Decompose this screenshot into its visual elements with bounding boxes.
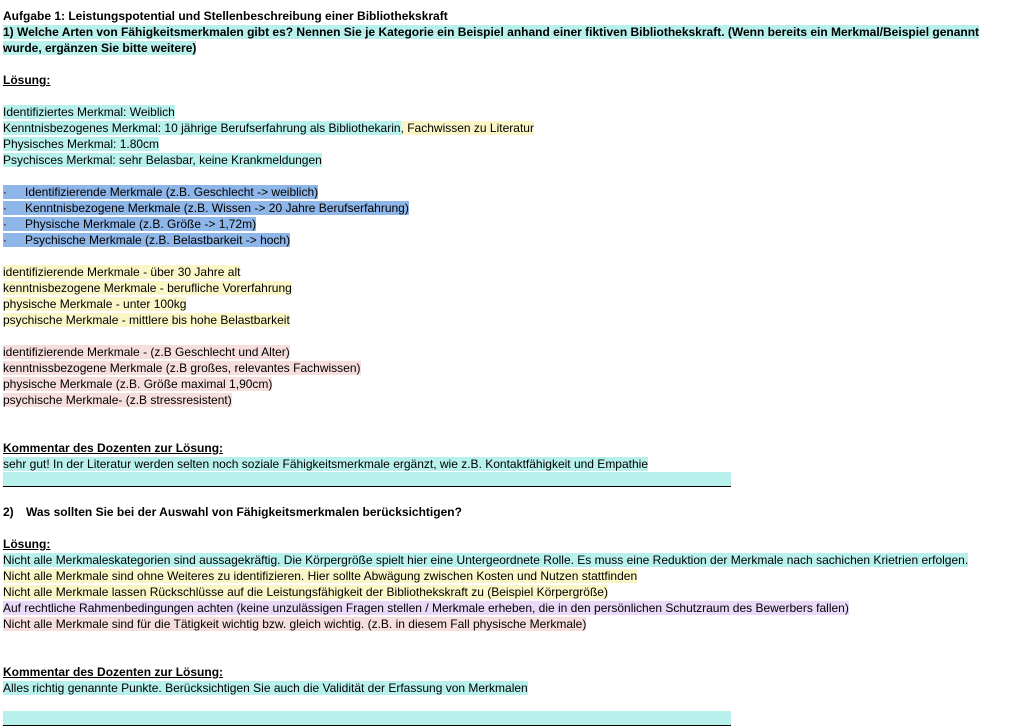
spacer: [3, 424, 1021, 440]
bullet-item: [3, 200, 1021, 216]
answer-text: Identifiziertes Merkmal: Weiblich: [3, 105, 175, 119]
answer-text: identifizierende Merkmale - (z.B Geschlecht und Alter): [3, 345, 290, 359]
spacer: [3, 488, 1021, 504]
task-title: Aufgabe 1: Leistungspotential und Stellenbeschreibung einer Bibliothekskraft: [3, 9, 448, 23]
answer-line: [3, 600, 1021, 616]
bullet-text: Psychische Merkmale (z.B. Belastbarkeit -> hoch): [25, 233, 291, 247]
bullet-text: Kenntnisbezogene Merkmale (z.B. Wissen -> 20 Jahre Berufserfahrung): [25, 201, 409, 215]
answer-text: kenntnissbezogene Merkmale (z.B großes, relevantes Fachwissen): [3, 361, 361, 375]
comment-divider: [3, 472, 731, 487]
answer-line: [3, 280, 1021, 296]
answer-line: [3, 568, 1021, 584]
spacer: [3, 408, 1021, 424]
question-2-text: Was sollten Sie bei der Auswahl von Fähigkeitsmerkmalen berücksichtigen?: [26, 505, 462, 519]
spacer: [3, 168, 1021, 184]
answer-line: [3, 152, 1021, 168]
spacer: [3, 328, 1021, 344]
answer-line: [3, 584, 1021, 600]
spacer: [3, 88, 1021, 104]
spacer: [3, 56, 1021, 72]
answer-text: physische Merkmale (z.B. Größe maximal 1,90cm): [3, 377, 273, 391]
bullet-text: Physische Merkmale (z.B. Größe -> 1,72m): [25, 217, 257, 231]
answer-line: [3, 360, 1021, 376]
answer-text: Physisches Merkmal: 1.80cm: [3, 137, 160, 151]
answer-line: [3, 264, 1021, 280]
comment-divider: [3, 711, 731, 726]
bullet-item: [3, 232, 1021, 248]
answer-line: [3, 296, 1021, 312]
answer-line: [3, 616, 1021, 632]
comment-label-2: Kommentar des Dozenten zur Lösung:: [3, 665, 224, 679]
bullet-dot-icon: ·: [3, 185, 7, 199]
bullet-dot-icon: ·: [3, 217, 7, 231]
bullet-item: [3, 184, 1021, 200]
answer-text: Kenntnisbezogenes Merkmal: 10 jährige Berufserfahrung als Bibliothekarin: [3, 121, 401, 135]
spacer: [3, 248, 1021, 264]
answer-line: [3, 312, 1021, 328]
spacer: [3, 648, 1021, 664]
answer-text: Nicht alle Merkmaleskategorien sind aussagekräftig. Die Körpergröße spielt hier eine Untergeordnete Rolle. Es muss eine Reduktion der Merkmale nach sachichen Krietrien erfolgen.: [3, 553, 969, 567]
question-2: [3, 504, 1021, 520]
answer-text: psychische Merkmale- (z.B stressresistent): [3, 393, 232, 407]
document-body: [3, 8, 1021, 696]
answer-text: Nicht alle Merkmale sind für die Tätigkeit wichtig bzw. gleich wichtig. (z.B. in diesem Fall physische Merkmale): [3, 617, 587, 631]
bullet-dot-icon: ·: [3, 201, 7, 215]
answer-line: [3, 344, 1021, 360]
answer-line: [3, 104, 1021, 120]
bullet-text: Identifizierende Merkmale (z.B. Geschlecht -> weiblich): [25, 185, 319, 199]
answer-line: [3, 376, 1021, 392]
answer-line: [3, 552, 1021, 568]
spacer: [3, 632, 1021, 648]
answer-text: Nicht alle Merkmale lassen Rückschlüsse auf die Leistungsfähigkeit der Bibliothekskraft zu (Beispiel Körpergröße): [3, 585, 608, 599]
spacer: [3, 520, 1021, 536]
comment-text: sehr gut! In der Literatur werden selten noch soziale Fähigkeitsmerkmale ergänzt, wie z.B. Kontaktfähigkeit und Empathie: [3, 457, 649, 471]
answer-text: Psychisces Merkmal: sehr Belasbar, keine Krankmeldungen: [3, 153, 322, 167]
answer-text: kenntnisbezogene Merkmale - berufliche Vorerfahrung: [3, 281, 292, 295]
answer-text: identifizierende Merkmale - über 30 Jahre alt: [3, 265, 241, 279]
solution-label-2: Lösung:: [3, 537, 51, 551]
comment-1: [3, 456, 1021, 472]
solution-label-1: Lösung:: [3, 73, 51, 87]
bullet-dot-icon: ·: [3, 233, 7, 247]
question-2-number: 2): [3, 505, 14, 519]
answer-text: Nicht alle Merkmale sind ohne Weiteres zu identifizieren. Hier sollte Abwägung zwischen Kosten und Nutzen stattfinden: [3, 569, 638, 583]
answer-text: physische Merkmale - unter 100kg: [3, 297, 187, 311]
comment-text: Alles richtig genannte Punkte. Berücksichtigen Sie auch die Validität der Erfassung von Merkmalen: [3, 681, 528, 695]
answer-line: [3, 136, 1021, 152]
answer-line: [3, 120, 1021, 136]
comment-2: [3, 680, 1021, 696]
answer-line: [3, 392, 1021, 408]
comment-label-1: Kommentar des Dozenten zur Lösung:: [3, 441, 224, 455]
answer-text: Auf rechtliche Rahmenbedingungen achten (keine unzulässigen Fragen stellen / Merkmale erheben, die in den persönlichen Schutzraum des Bewerbers fallen): [3, 601, 849, 615]
answer-text-addition: , Fachwissen zu Literatur: [400, 121, 534, 135]
bullet-item: [3, 216, 1021, 232]
question-1-text: 1) Welche Arten von Fähigkeitsmerkmalen gibt es? Nennen Sie je Kategorie ein Beispiel anhand einer fiktiven Bibliothekskraft. (Wenn bereits ein Merkmal/Beispiel genannt wurde, ergänzen Sie bitte weitere): [3, 25, 980, 55]
question-1: [3, 24, 1021, 56]
answer-text: psychische Merkmale - mittlere bis hohe Belastbarkeit: [3, 313, 290, 327]
